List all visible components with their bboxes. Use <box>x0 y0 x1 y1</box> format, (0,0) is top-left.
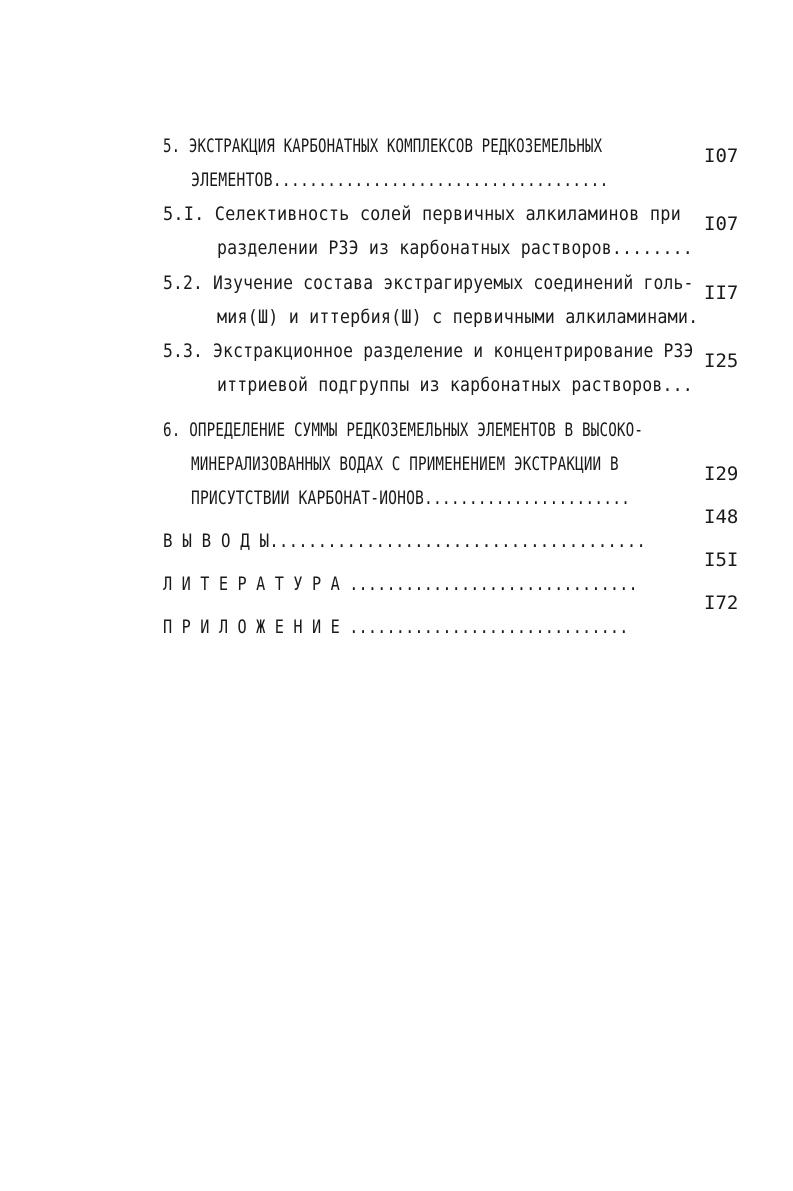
toc-entry-literature-page: I5I <box>704 549 739 571</box>
toc-entry-6-page: I29 <box>704 463 739 485</box>
toc-entry-literature: Л И Т Е Р А Т У Р А ............................... <box>162 573 638 595</box>
toc-entry-5-line2: ЭЛЕМЕНТОВ..................................... <box>190 169 609 191</box>
toc-entry-5-2-page: II7 <box>704 282 739 304</box>
toc-entry-5-1-page: I07 <box>704 213 739 235</box>
toc-entry-5-line1: 5. ЭКСТРАКЦИЯ КАРБОНАТНЫХ КОМПЛЕКСОВ РЕДКОЗЕМЕЛЬНЫХ <box>162 135 602 157</box>
toc-entry-5-3-line1: 5.3. Экстракционное разделение и концентрирование РЗЭ <box>162 340 694 362</box>
toc-entry-conclusions-page: I48 <box>704 506 739 528</box>
toc-entry-6-line1: 6. ОПРЕДЕЛЕНИЕ СУММЫ РЕДКОЗЕМЕЛЬНЫХ ЭЛЕМЕНТОВ В ВЫСОКО- <box>162 419 643 441</box>
toc-entry-appendix-page: I72 <box>704 592 739 614</box>
toc-entry-5-1-line2: разделении РЗЭ из карбонатных растворов........ <box>216 237 693 259</box>
toc-entry-appendix: П Р И Л О Ж Е Н И Е .............................. <box>162 616 629 638</box>
toc-entry-conclusions: В Ы В О Д Ы....................................... <box>162 530 646 552</box>
toc-entry-5-2-line1: 5.2. Изучение состава экстрагируемых соединений голь- <box>162 272 694 294</box>
toc-entry-5-2-line2: мия(Ш) и иттербия(Ш) с первичными алкиламинами. <box>216 306 698 328</box>
toc-entry-6-line3: ПРИСУТСТВИИ КАРБОНАТ-ИОНОВ....................... <box>190 487 630 509</box>
toc-entry-5-page: I07 <box>704 145 739 167</box>
toc-entry-5-3-page: I25 <box>704 350 739 372</box>
toc-entry-5-3-line2: иттриевой подгруппы из карбонатных растворов... <box>216 374 693 396</box>
toc-entry-6-line2: МИНЕРАЛИЗОВАННЫХ ВОДАХ С ПРИМЕНЕНИЕМ ЭКСТРАКЦИИ В <box>190 453 619 475</box>
toc-entry-5-1-line1: 5.I. Селективность солей первичных алкиламинов при <box>162 203 681 225</box>
